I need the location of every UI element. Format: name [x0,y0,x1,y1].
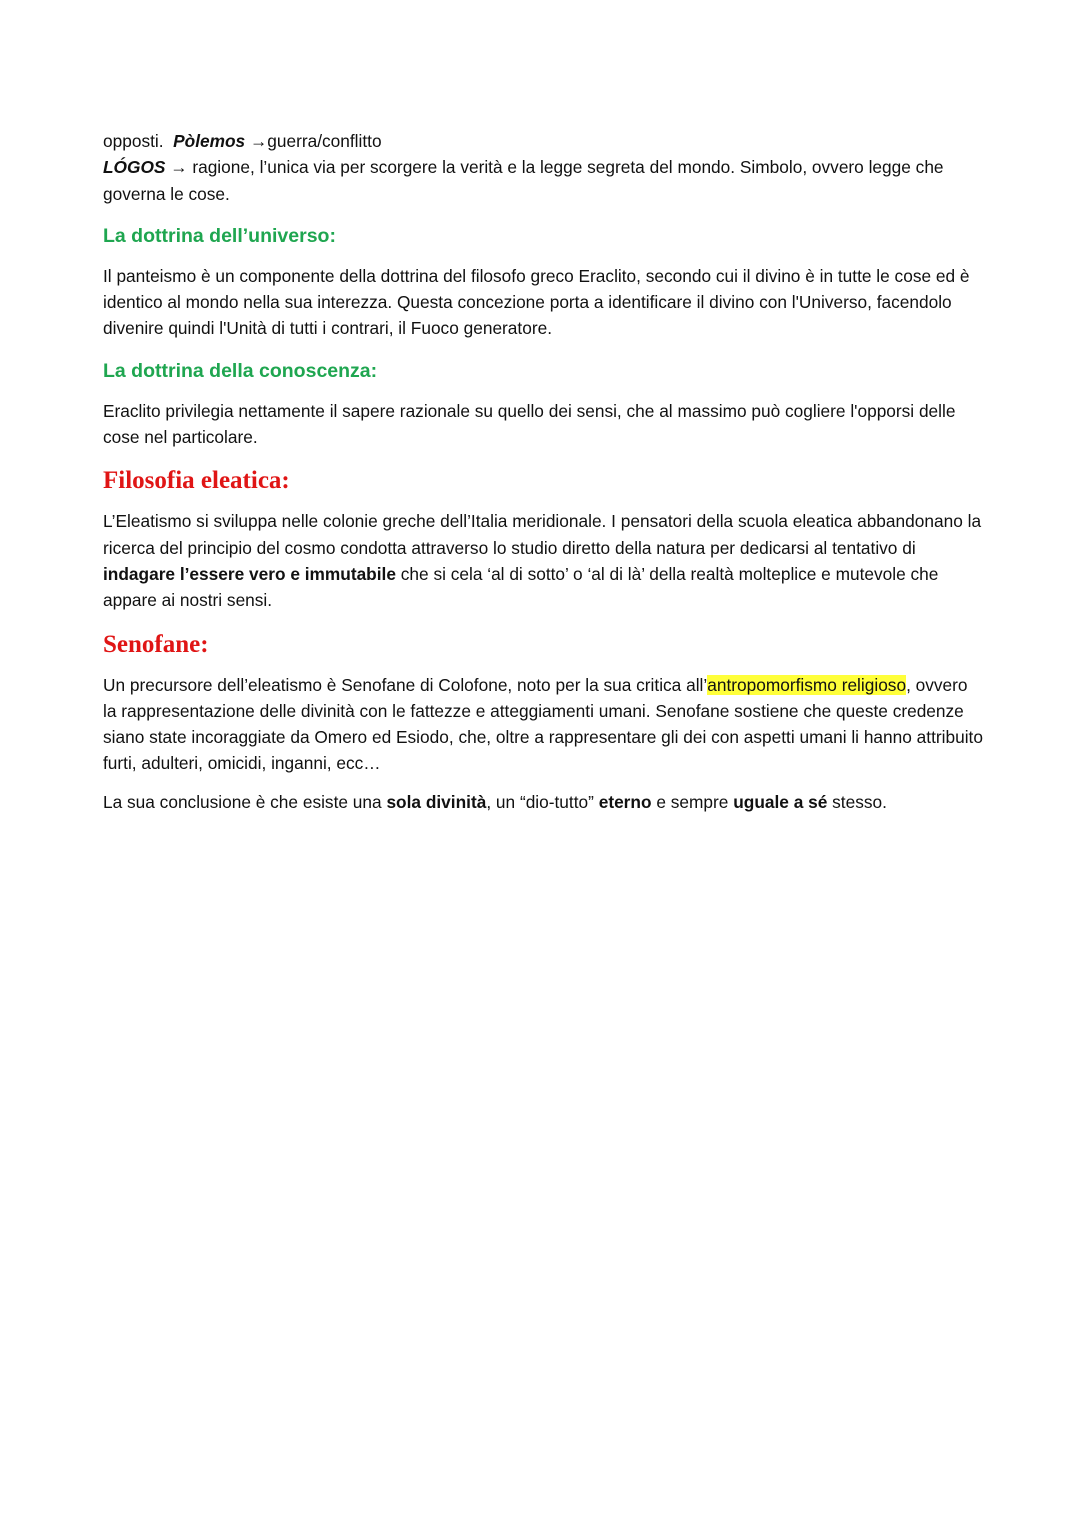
paragraph-conoscenza: Eraclito privilegia nettamente il sapere razionale su quello dei sensi, che al massimo può cogliere l'opporsi delle cose nel particolare. [103,400,956,448]
document-page [103,128,983,815]
arrow-icon: → [170,157,188,178]
heading-senofane: Senofane: [103,630,209,658]
highlight-antropomorfismo: antropomorfismo religioso [707,674,907,695]
senofane-p2-eterno: eterno [598,791,652,812]
eleatica-text-2: che si cela ‘al di sotto’ o ‘al di là’ della realtà molteplice e mutevole che appare ai nostri sensi. [103,563,939,611]
intro-opposti: opposti. [103,131,164,151]
paragraph-senofane-1 [103,672,983,777]
term-polemos: Pòlemos [173,131,246,151]
paragraph-senofane-2 [103,789,983,815]
term-logos: LÓGOS [103,157,166,178]
paragraph-universo: Il panteismo è un componente della dottrina del filosofo greco Eraclito, secondo cui il divino è in tutte le cose ed è identico al mondo nella sua interezza. Questa concezione porta a identificare il divino con l'Universo, facendolo divenire quindi l'Unità di tutti i contrari, il Fuoco generatore. [103,265,970,339]
paragraph-eleatica [103,508,983,613]
senofane-p2-g: stesso. [832,791,887,812]
senofane-text-1: Un precursore dell’eleatismo è Senofane di Colofone, noto per la sua critica all’ [103,674,708,695]
senofane-p2-c: , un “dio-tutto” [486,791,594,812]
eleatica-bold: indagare l’essere vero e immutabile [103,563,396,584]
intro-line-logos [103,154,983,207]
senofane-p2-a: La sua conclusione è che esiste una [103,791,382,812]
senofane-p2-sola-divinita: sola divinità [386,791,487,812]
heading-dottrina-conoscenza: La dottrina della conoscenza: [103,359,378,382]
heading-dottrina-universo: La dottrina dell’universo: [103,224,336,247]
def-logos: ragione, l’unica via per scorgere la verità e la legge segreta del mondo. Simbolo, ovvero legge che governa le cose. [103,157,944,204]
senofane-p2-uguale: uguale a sé [733,791,828,812]
heading-filosofia-eleatica: Filosofia eleatica: [103,467,290,495]
intro-line-polemos [103,128,983,154]
def-polemos: guerra/conflitto [267,131,382,151]
senofane-text-2: , ovvero la rappresentazione delle divinità con le fattezze e atteggiamenti umani. Senofane sostiene che queste credenze siano state incoraggiate da Omero ed Esiodo, che, oltre a rappresentare gli dei con aspetti umani li hanno attribuito furti, adulteri, omicidi, inganni, ecc… [103,674,983,774]
arrow-icon: → [249,131,268,151]
senofane-p2-e: e sempre [656,791,729,812]
eleatica-text-1: L’Eleatismo si sviluppa nelle colonie greche dell’Italia meridionale. I pensatori della scuola eleatica abbandonano la ricerca del principio del cosmo condotta attraverso lo studio diretto della natura per dedicarsi al tentativo di [103,511,982,558]
